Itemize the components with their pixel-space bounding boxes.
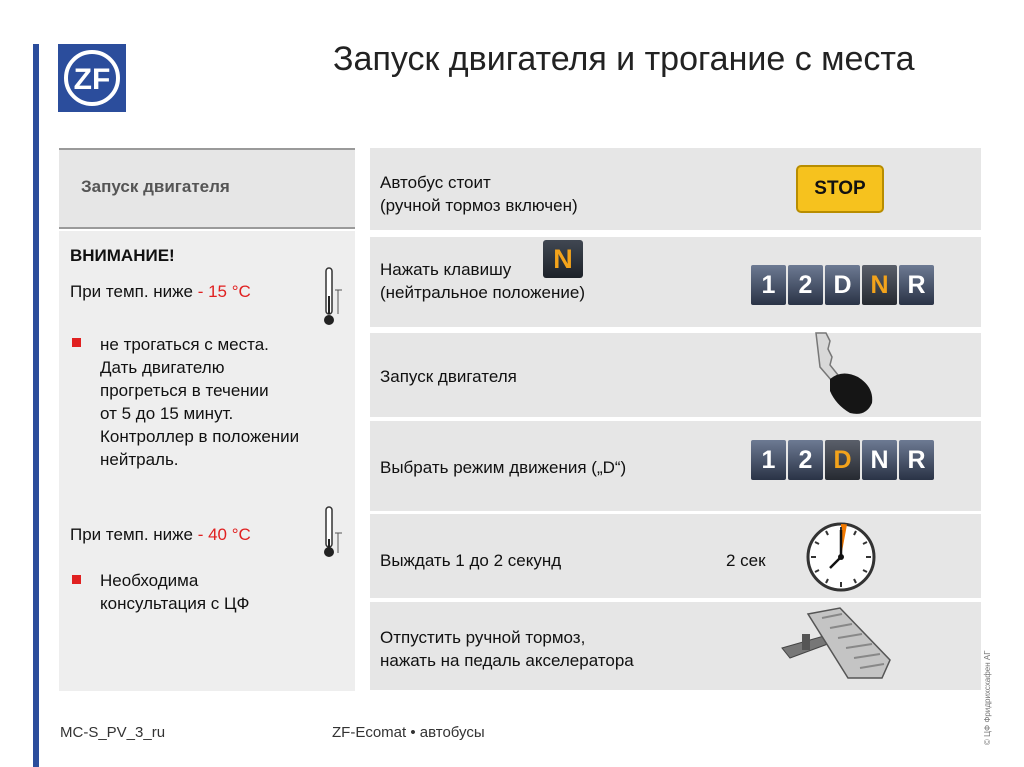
bullet-line: Контроллер в положении	[100, 427, 300, 446]
warning-label: ВНИМАНИЕ!	[70, 246, 175, 265]
gear-selector	[751, 265, 936, 305]
step-line: Выбрать режим движения („D“)	[380, 458, 627, 477]
step-row	[370, 333, 981, 417]
bullet-line: Дать двигателю	[100, 358, 225, 377]
thermometer-icon	[318, 266, 344, 328]
selector-key-2: 2	[788, 440, 823, 480]
step-line: Автобус стоит	[380, 173, 491, 192]
step-row	[370, 148, 981, 230]
selector-key-d: D	[825, 440, 860, 480]
temp-prefix: При темп. ниже	[70, 525, 193, 544]
selector-key-2: 2	[788, 265, 823, 305]
left-panel-header	[59, 148, 355, 229]
selector-key-r: R	[899, 265, 934, 305]
bullet-text	[100, 333, 299, 471]
temp-value: - 40 °C	[193, 525, 251, 544]
selector-key-r: R	[899, 440, 934, 480]
bullet-text	[100, 569, 249, 615]
temp-warning-1	[70, 280, 251, 303]
svg-text:ZF: ZF	[73, 63, 111, 96]
thermometer-icon	[318, 505, 344, 561]
footer-product: ZF-Ecomat • автобусы	[332, 724, 485, 741]
neutral-key-icon	[543, 240, 583, 278]
accelerator-pedal-icon	[778, 604, 896, 686]
bullet-line: от 5 до 15 минут.	[100, 404, 234, 423]
footer-doc-id: MC-S_PV_3_ru	[60, 724, 166, 741]
page-title: Запуск двигателя и трогание с места	[333, 40, 915, 78]
step-line: Запуск двигателя	[380, 367, 517, 386]
bullet-line: не трогаться с места.	[100, 335, 269, 354]
temp-prefix: При темп. ниже	[70, 282, 193, 301]
temp-value: - 15 °C	[193, 282, 251, 301]
step-text	[380, 626, 634, 672]
gear-selector	[751, 440, 936, 480]
step-line: Нажать клавишу	[380, 260, 512, 279]
bullet-line: нейтраль.	[100, 450, 179, 469]
zf-logo-icon	[58, 44, 126, 112]
copyright-notice: © ЦФ Фридрихсхафен АГ	[983, 650, 992, 745]
accent-bar	[33, 44, 39, 767]
step-line: Отпустить ручной тормоз,	[380, 628, 586, 647]
selector-key-n: N	[862, 440, 897, 480]
step-line: нажать на педаль акселератора	[380, 651, 634, 670]
stop-icon: STOP	[796, 165, 884, 213]
bullet-line: прогреться в течении	[100, 381, 269, 400]
ignition-key-icon	[808, 331, 880, 415]
bullet-marker	[72, 575, 81, 584]
step-row	[370, 514, 981, 598]
step-text	[380, 549, 561, 572]
selector-key-1: 1	[751, 440, 786, 480]
wait-duration: 2 сек	[726, 551, 766, 570]
bullet-marker	[72, 338, 81, 347]
step-line: Выждать 1 до 2 секунд	[380, 551, 562, 570]
step-text	[380, 365, 517, 388]
bullet-line: консультация с ЦФ	[100, 594, 250, 613]
selector-key-1: 1	[751, 265, 786, 305]
selector-key-d: D	[825, 265, 860, 305]
bullet-line: Необходима	[100, 571, 199, 590]
temp-warning-2	[70, 523, 251, 546]
step-line: (ручной тормоз включен)	[380, 196, 578, 215]
neutral-key-label: N	[553, 243, 573, 274]
step-text	[380, 456, 626, 479]
selector-key-n: N	[862, 265, 897, 305]
clock-icon	[804, 520, 878, 594]
step-text	[380, 171, 578, 217]
step-line: (нейтральное положение)	[380, 283, 585, 302]
left-panel-heading: Запуск двигателя	[81, 177, 230, 196]
